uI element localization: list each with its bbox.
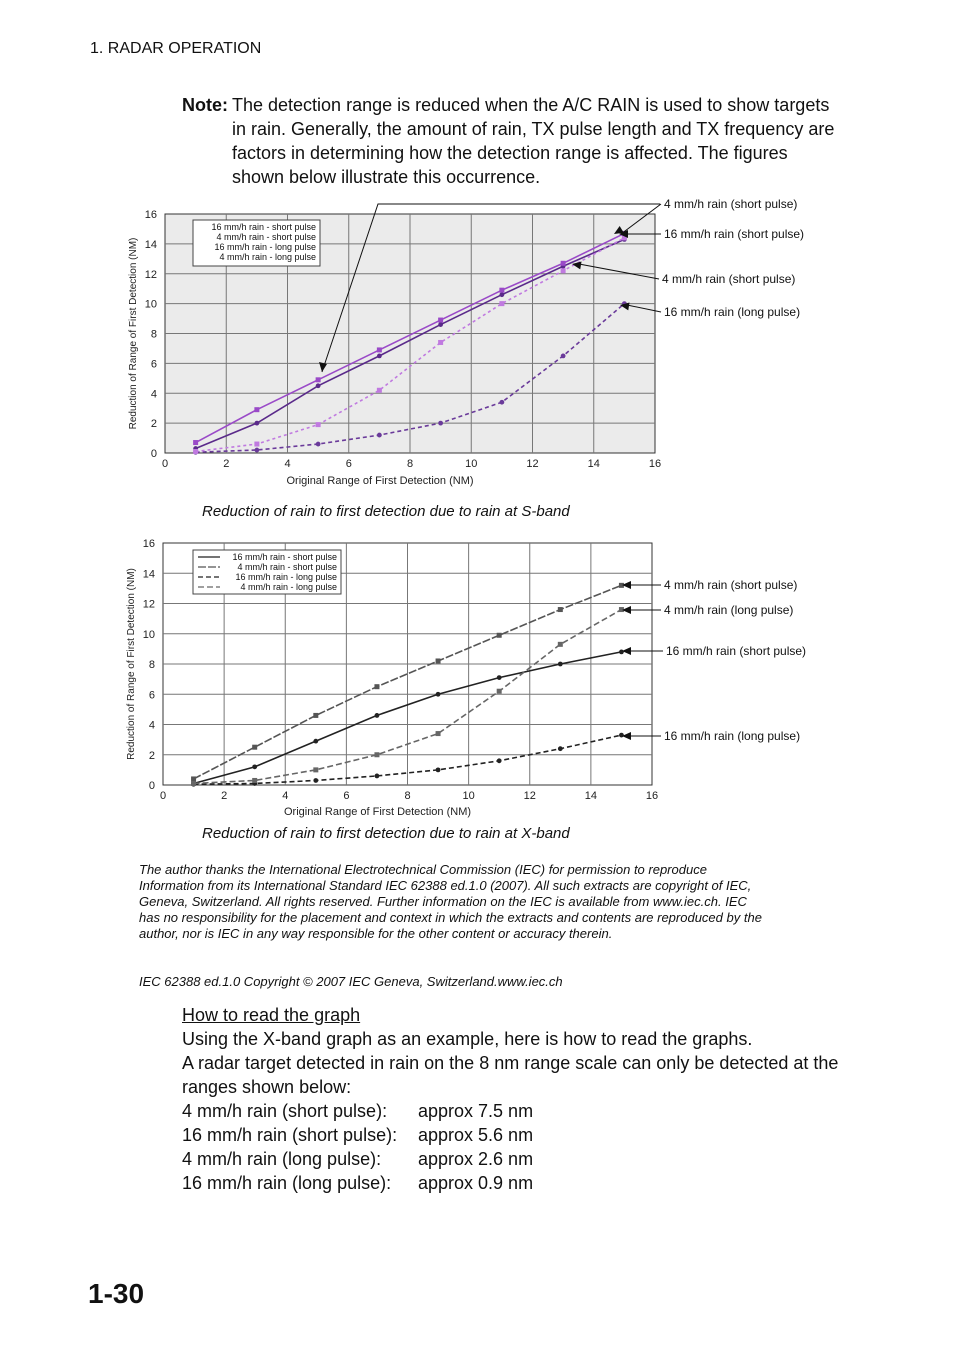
x-tick-label: 10 xyxy=(465,458,478,470)
x-tick-label: 6 xyxy=(345,458,352,470)
data-point xyxy=(561,261,566,266)
data-point xyxy=(374,752,379,757)
data-point xyxy=(313,767,318,772)
y-tick-label: 16 xyxy=(142,538,155,550)
legend-entry: 4 mm/h rain - long pulse xyxy=(240,582,337,592)
y-tick-label: 4 xyxy=(150,388,157,401)
data-point xyxy=(191,781,196,786)
y-tick-label: 6 xyxy=(150,358,157,371)
data-point xyxy=(436,658,441,663)
data-point xyxy=(438,340,443,345)
y-tick-label: 6 xyxy=(148,689,155,702)
how-to-title: How to read the graph xyxy=(182,1005,361,1025)
y-axis-label: Reduction of Range of First Detection (NM) xyxy=(126,568,137,760)
x-tick-label: 0 xyxy=(161,458,169,470)
data-point xyxy=(191,776,196,781)
x-band-caption: Reduction of rain to first detection due to rain at X-band xyxy=(202,825,570,842)
x-tick-label: 16 xyxy=(645,790,659,802)
reading-label: 16 mm/h rain (long pulse): xyxy=(182,1173,392,1193)
data-point xyxy=(438,322,443,327)
x-tick-label: 8 xyxy=(406,458,414,470)
reading-label: 16 mm/h rain (short pulse): xyxy=(182,1125,398,1145)
reading-row xyxy=(182,1147,842,1171)
x-tick-label: 14 xyxy=(584,790,597,802)
x-tick-label: 4 xyxy=(282,790,289,802)
y-tick-label: 8 xyxy=(150,328,157,341)
data-point xyxy=(499,292,504,297)
x-tick-label: 8 xyxy=(404,790,411,802)
y-tick-label: 2 xyxy=(150,418,157,431)
data-point xyxy=(499,301,504,306)
data-point xyxy=(497,689,502,694)
x-tick-label: 2 xyxy=(221,790,228,802)
reading-value: approx 0.9 nm xyxy=(418,1173,534,1193)
data-point xyxy=(313,739,318,744)
data-point xyxy=(254,442,259,447)
data-point xyxy=(436,767,441,772)
legend-entry: 16 mm/h rain - short pulse xyxy=(211,222,316,232)
data-point xyxy=(558,642,563,647)
y-tick-label: 16 xyxy=(144,209,157,221)
data-point xyxy=(558,662,563,667)
y-tick-label: 0 xyxy=(148,780,155,792)
iec-copyright: IEC 62388 ed.1.0 Copyright © 2007 IEC Geneva, Switzerland.www.iec.ch xyxy=(139,974,563,989)
data-point xyxy=(252,745,257,750)
x-tick-label: 12 xyxy=(526,458,539,470)
data-point xyxy=(252,764,257,769)
reading-row xyxy=(182,1099,842,1123)
how-to-read-section xyxy=(182,1003,842,1195)
reading-value: approx 2.6 nm xyxy=(418,1149,534,1169)
x-tick-label: 2 xyxy=(223,458,230,470)
legend-entry: 16 mm/h rain - long pulse xyxy=(235,572,337,582)
x-tick-label: 12 xyxy=(523,790,536,802)
note-label: Note: xyxy=(182,95,228,115)
reading-label: 4 mm/h rain (long pulse): xyxy=(182,1149,382,1169)
data-point xyxy=(254,421,259,426)
annotation-label: 4 mm/h rain (short pulse) xyxy=(664,578,798,592)
reading-row xyxy=(182,1171,842,1195)
reading-value: approx 7.5 nm xyxy=(418,1101,534,1121)
annotation-label: 16 mm/h rain (long pulse) xyxy=(664,729,801,743)
y-tick-label: 14 xyxy=(142,568,155,581)
x-tick-label: 4 xyxy=(284,458,291,470)
reading-row xyxy=(182,1123,842,1147)
x-axis-label: Original Range of First Detection (NM) xyxy=(283,806,472,818)
data-point xyxy=(619,733,624,738)
data-point xyxy=(499,400,504,405)
x-axis-label: Original Range of First Detection (NM) xyxy=(286,475,474,487)
how-to-line-2: A radar target detected in rain on the 8 nm range scale can only be detected at the ranges shown below: xyxy=(182,1053,839,1097)
data-point xyxy=(254,407,259,412)
x-band-chart xyxy=(126,538,806,818)
how-to-line-1: Using the X-band graph as an example, here is how to read the graphs. xyxy=(182,1029,753,1049)
data-point xyxy=(254,448,259,453)
annotation-label: 4 mm/h rain (long pulse) xyxy=(664,603,794,617)
annotation-label: 16 mm/h rain (long pulse) xyxy=(664,305,801,319)
y-tick-label: 0 xyxy=(150,448,157,460)
data-point xyxy=(561,268,566,273)
data-point xyxy=(374,684,379,689)
y-tick-label: 10 xyxy=(144,298,157,311)
data-point xyxy=(316,442,321,447)
y-tick-label: 12 xyxy=(142,598,155,611)
x-tick-label: 16 xyxy=(648,458,662,470)
data-point xyxy=(313,778,318,783)
legend-entry: 4 mm/h rain - short pulse xyxy=(216,232,316,242)
annotation-label: 16 mm/h rain (short pulse) xyxy=(664,227,805,241)
x-tick-label: 14 xyxy=(587,458,600,470)
data-point xyxy=(561,354,566,359)
x-tick-label: 0 xyxy=(159,790,167,802)
data-point xyxy=(377,388,382,393)
iec-credit: The author thanks the International Electrotechnical Commission (IEC) for permission to reproduce Information from its International Standard IEC 62388 ed.1.0 (2007). All such extracts are copyright of IEC, Geneva, Switzerland. All rights reserved. Further information on the IEC is available from www.iec.ch. IEC has no responsibility for the placement and context in which the extracts and contents are reproduced by the author, nor is IEC in any way responsible for the other content or accuracy therein. xyxy=(139,862,762,941)
data-point xyxy=(316,377,321,382)
legend-entry: 16 mm/h rain - short pulse xyxy=(232,552,337,562)
annotation-label: 4 mm/h rain (short pulse) xyxy=(662,272,796,286)
y-tick-label: 14 xyxy=(144,238,157,251)
y-tick-label: 10 xyxy=(142,628,155,641)
legend-entry: 4 mm/h rain - long pulse xyxy=(219,252,316,262)
data-point xyxy=(436,731,441,736)
x-tick-label: 6 xyxy=(343,790,350,802)
data-point xyxy=(438,421,443,426)
data-point xyxy=(316,422,321,427)
data-point xyxy=(497,633,502,638)
reading-label: 4 mm/h rain (short pulse): xyxy=(182,1101,388,1121)
data-point xyxy=(313,713,318,718)
y-tick-label: 12 xyxy=(144,268,157,281)
data-point xyxy=(193,449,198,454)
data-point xyxy=(558,607,563,612)
annotation-label: 4 mm/h rain (short pulse) xyxy=(664,197,798,211)
data-point xyxy=(558,746,563,751)
y-tick-label: 4 xyxy=(148,719,155,732)
x-tick-label: 10 xyxy=(462,790,475,802)
data-point xyxy=(499,288,504,293)
y-axis-label: Reduction of Range of First Detection (NM) xyxy=(128,237,139,430)
y-tick-label: 8 xyxy=(148,659,155,671)
annotation-label: 16 mm/h rain (short pulse) xyxy=(666,644,807,658)
data-point xyxy=(377,433,382,438)
data-point xyxy=(497,675,502,680)
data-point xyxy=(377,347,382,352)
data-point xyxy=(375,713,380,718)
data-point xyxy=(375,774,380,779)
data-point xyxy=(438,318,443,323)
s-band-chart xyxy=(128,197,804,487)
legend-entry: 4 mm/h rain - short pulse xyxy=(237,562,337,572)
page-number: 1-30 xyxy=(88,1278,145,1309)
data-point xyxy=(252,778,257,783)
data-point xyxy=(436,692,441,697)
reading-value: approx 5.6 nm xyxy=(418,1125,534,1145)
y-tick-label: 2 xyxy=(148,749,155,762)
data-point xyxy=(377,354,382,359)
data-point xyxy=(316,383,321,388)
note-text: The detection range is reduced when the A/C RAIN is used to show targets in rain. Generally, the amount of rain, TX pulse length and TX frequency are factors in determining how the detection range is affected. The figures shown below illustrate this occurrence. xyxy=(232,95,835,187)
data-point xyxy=(619,650,624,655)
data-point xyxy=(193,440,198,445)
legend-entry: 16 mm/h rain - long pulse xyxy=(214,242,316,252)
page-header: 1. RADAR OPERATION xyxy=(90,40,262,57)
s-band-caption: Reduction of rain to first detection due to rain at S-band xyxy=(202,503,570,520)
data-point xyxy=(497,758,502,763)
